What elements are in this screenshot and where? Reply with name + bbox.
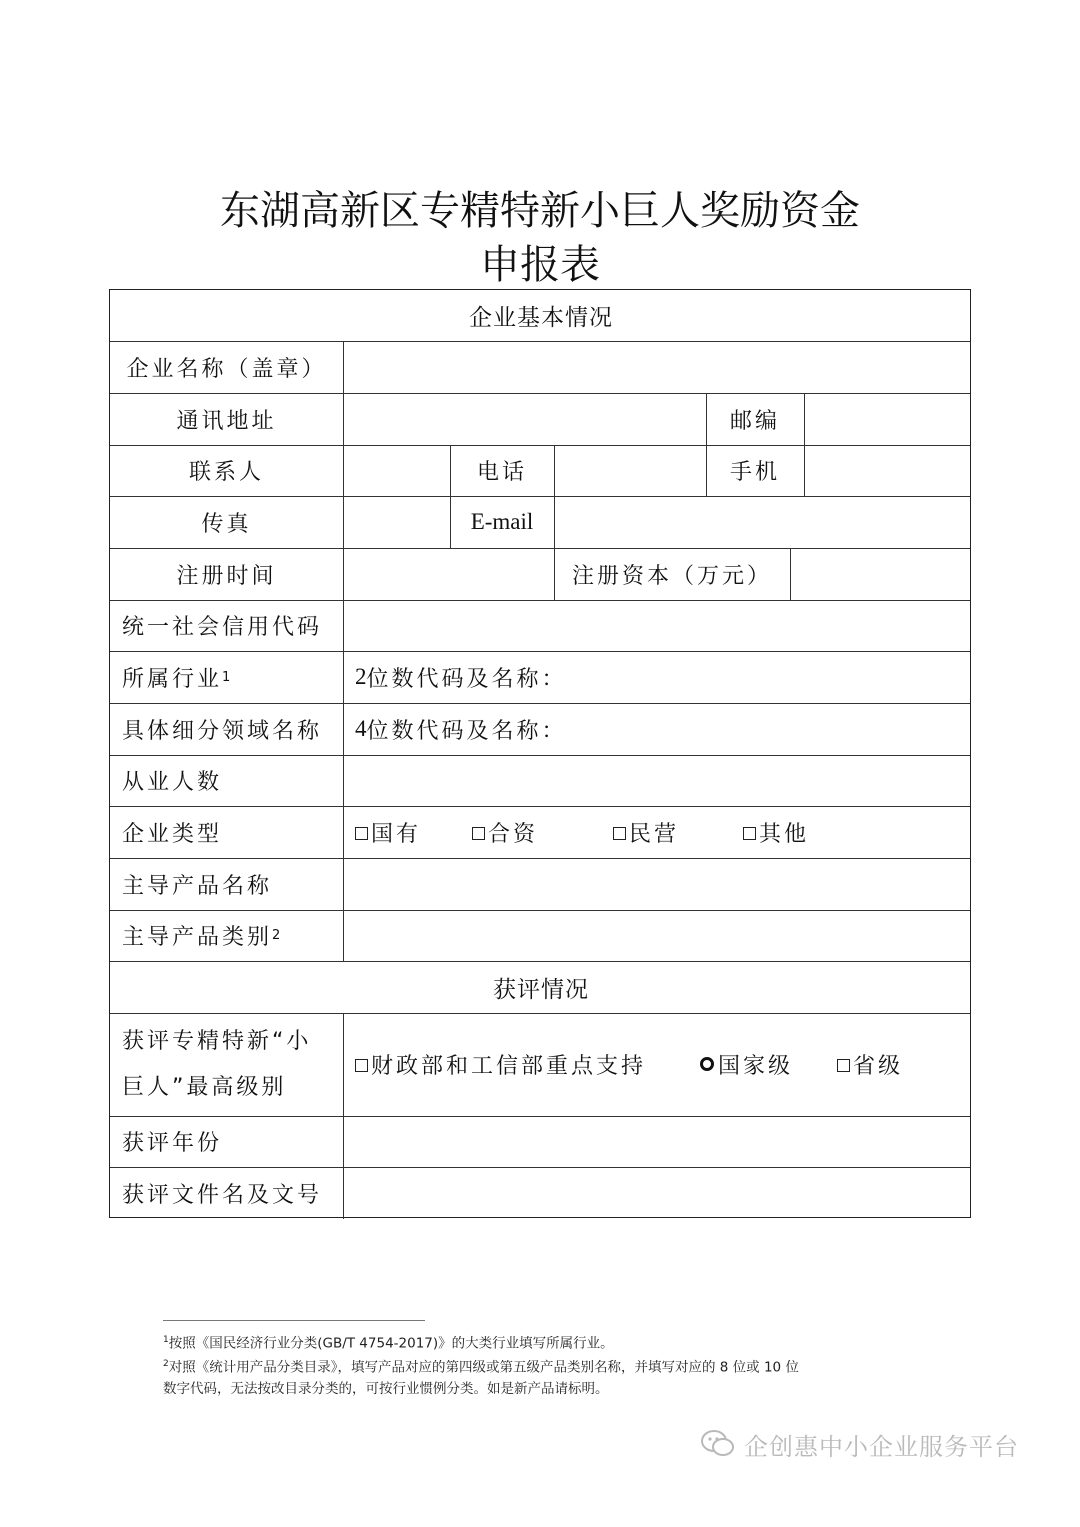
- company-type-other[interactable]: 其他: [743, 806, 809, 858]
- footnote-2: $^2$对照《统计用产品分类目录》，填写产品对应的第四级或第五级产品类别名称，并填写对应的 8 位或 10 位 数字代码，无法按改目录分类的，可按行业惯例分类。如是新产品请标明。: [163, 1359, 799, 1397]
- label-credit-code: 统一社会信用代码: [122, 615, 323, 640]
- checkbox-icon: [743, 827, 756, 840]
- phone-field[interactable]: [554, 445, 706, 496]
- label-postcode: 邮编: [729, 408, 780, 434]
- watermark: 企创惠中小企业服务平台: [700, 1424, 1019, 1464]
- level-option-provincial[interactable]: 省级: [837, 1013, 903, 1116]
- address-field[interactable]: [343, 393, 706, 445]
- label-reg-capital: 注册资本（万元）: [571, 563, 772, 589]
- footnote-ref-2: 2: [272, 928, 281, 943]
- form-title-line2: 申报表: [480, 242, 600, 288]
- level-option-mof-miit[interactable]: 财政部和工信部重点支持: [355, 1013, 646, 1116]
- subfield-field[interactable]: 4 位数代码及名称：: [355, 716, 567, 744]
- company-type-options: [343, 806, 972, 858]
- industry-field[interactable]: 2 位数代码及名称：: [355, 664, 567, 692]
- label-award-doc: 获评文件名及文号: [122, 1182, 323, 1208]
- level-option-national[interactable]: 国家级: [700, 1013, 793, 1116]
- footnote-1: $^1$按照《国民经济行业分类(GB/T 4754-2017)》的大类行业填写所属行业。: [163, 1335, 614, 1352]
- label-email: E-mail: [470, 509, 534, 534]
- label-employees: 从业人数: [122, 770, 223, 795]
- label-subfield: 具体细分领域名称: [122, 718, 323, 744]
- label-phone: 电话: [476, 460, 527, 485]
- label-industry: 所属行业 1: [122, 666, 231, 692]
- label-highest-level: 获评专精特新“小巨人”最高级别: [122, 1028, 312, 1100]
- award-year-field[interactable]: [343, 1116, 972, 1167]
- form-title-line1: 东湖高新区专精特新小巨人奖励资金: [220, 188, 860, 234]
- highest-level-options: [343, 1013, 972, 1116]
- email-field[interactable]: [554, 496, 972, 548]
- label-company-name: 企业名称（盖章）: [126, 356, 327, 382]
- fax-field[interactable]: [343, 496, 450, 548]
- wechat-icon: [700, 1429, 736, 1459]
- label-mobile: 手机: [729, 460, 780, 485]
- section-award-info: 获评情况: [493, 976, 589, 1003]
- label-reg-time: 注册时间: [176, 563, 277, 589]
- footnote-ref-1: 1: [222, 669, 231, 685]
- label-fax: 传真: [201, 511, 252, 537]
- reg-capital-field[interactable]: [790, 548, 972, 600]
- company-type-private[interactable]: 民营: [613, 806, 679, 858]
- main-product-field[interactable]: [343, 858, 972, 910]
- label-award-year: 获评年份: [122, 1131, 223, 1156]
- company-name-field[interactable]: [343, 341, 972, 393]
- label-contact: 联系人: [188, 460, 264, 485]
- label-product-category: 主导产品类别 2: [122, 925, 281, 950]
- employees-field[interactable]: [343, 755, 972, 806]
- company-type-joint-venture[interactable]: 合资: [472, 806, 538, 858]
- checkbox-icon: [355, 1059, 368, 1072]
- contact-field[interactable]: [343, 445, 450, 496]
- company-type-state-owned[interactable]: 国有: [355, 806, 421, 858]
- checkbox-icon: [355, 827, 368, 840]
- award-doc-field[interactable]: [343, 1167, 972, 1219]
- label-company-type: 企业类型: [122, 821, 223, 847]
- checkbox-icon: [613, 827, 626, 840]
- footnote-separator: [163, 1320, 425, 1321]
- label-address: 通讯地址: [176, 408, 277, 434]
- credit-code-field[interactable]: [343, 600, 972, 651]
- checkbox-icon: [472, 827, 485, 840]
- section-basic-info: 企业基本情况: [469, 305, 613, 331]
- postcode-field[interactable]: [804, 393, 972, 445]
- mobile-field[interactable]: [804, 445, 972, 496]
- application-form-table: [109, 289, 971, 1218]
- label-main-product: 主导产品名称: [122, 873, 273, 899]
- selected-radio-icon: [700, 1057, 714, 1071]
- product-category-field[interactable]: [343, 910, 972, 961]
- checkbox-icon: [837, 1059, 850, 1072]
- reg-time-field[interactable]: [343, 548, 554, 600]
